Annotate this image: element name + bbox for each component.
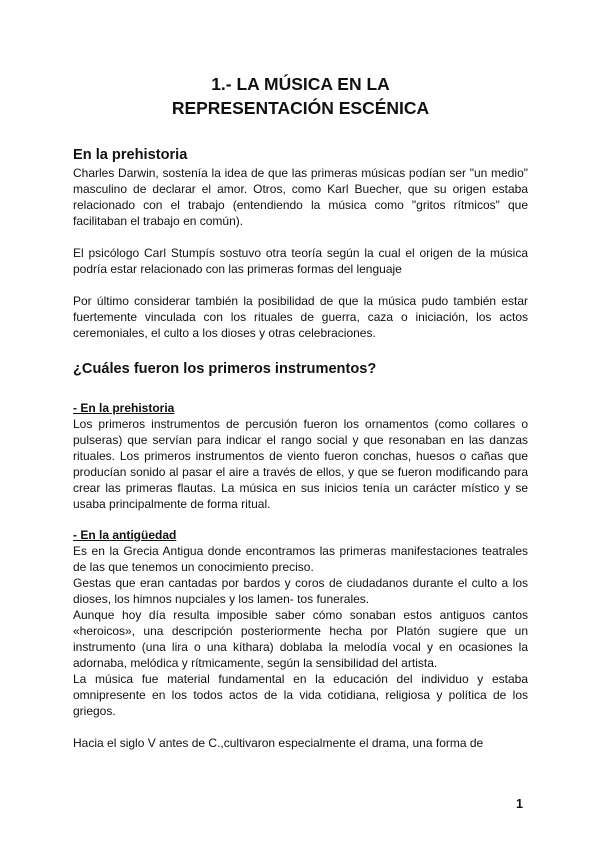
paragraph-primeros-instrumentos: Los primeros instrumentos de percusión fueron los ornamentos (como collares o pulseras) que servían para indicar el rango social y que resonaban en las danzas rituales. Los primeros instrumentos de viento fueron conchas, huesos o cañas que producían sonido al pasar el aire a través de ellos, y que se fueron modificando para crear las primeras flautas. La música en sus inicios tenía un carácter místico y se usaba principalmente de forma ritual. [73,417,528,511]
document-page [73,72,528,751]
paragraph-stumpf: El psicólogo Carl Stumpís sostuvo otra teoría según la cual el origen de la música podría estar relacionado con las primeras formas del lenguaje [73,246,528,276]
paragraph-darwin: Charles Darwin, sostenía la idea de que las primeras músicas podían ser "un medio" masculino de declarar el amor. Otros, como Karl Buecher, que su origen estaba relacionado con el trabajo (entendiendo la música como "gritos rítmicos" que facilitaban el trabajo en común). [73,166,528,228]
page-number: 1 [516,797,523,811]
paragraph-educacion: La música fue material fundamental en la educación del individuo y estaba omnipresente en los todos actos de la vida cotidiana, religiosa y política de los griegos. [73,672,528,718]
paragraph-grecia: Es en la Grecia Antigua donde encontramos las primeras manifestaciones teatrales de las que tenemos un conocimiento preciso. [73,544,528,574]
document-title [73,72,528,120]
subheading-antiguedad: - En la antigüedad [73,528,177,542]
title-line-1: 1.- LA MÚSICA EN LA [211,74,390,94]
subheading-prehistoria: - En la prehistoria [73,401,175,415]
section-heading-instrumentos: ¿Cuáles fueron los primeros instrumentos? [73,361,377,377]
paragraph-siglo-v: Hacia el siglo V antes de C.,cultivaron especialmente el drama, una forma de [73,736,484,750]
title-line-2: REPRESENTACIÓN ESCÉNICA [171,98,430,118]
section-heading-prehistoria: En la prehistoria [73,147,188,163]
paragraph-gestas: Gestas que eran cantadas por bardos y coros de ciudadanos durante el culto a los dioses, los himnos nupciales y los lamen- tos funerales. [73,576,528,606]
paragraph-platon: Aunque hoy día resulta imposible saber cómo sonaban estos antiguos cantos «heroicos», una descripción posteriormente hecha por Platón sugiere que un instrumento (una lira o una kíthara) doblaba la melodía vocal y en ocasiones la adornaba, melódica y rítmicamente, según la sensibilidad del artista. [73,608,528,670]
paragraph-rituales: Por último considerar también la posibilidad de que la música pudo también estar fuertemente vinculada con los rituales de guerra, caza o iniciación, los actos ceremoniales, el culto a los dioses y otras celebraciones. [73,294,528,340]
